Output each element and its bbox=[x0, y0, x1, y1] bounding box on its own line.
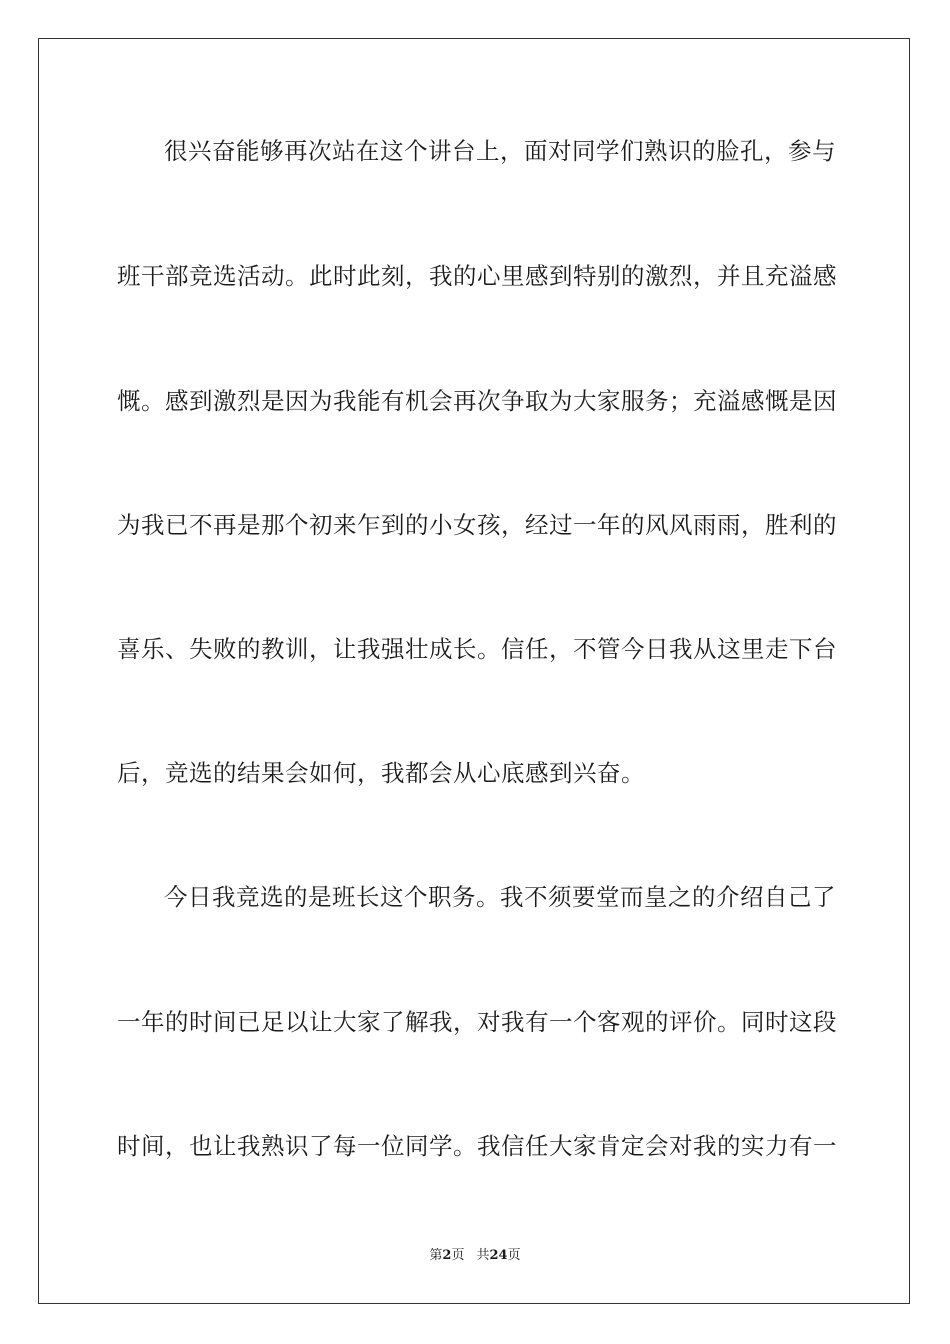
page-border bbox=[38, 38, 910, 1304]
total-label-suffix: 页 bbox=[507, 1248, 521, 1263]
page-footer bbox=[0, 1247, 950, 1265]
text-line-6: 后，竞选的结果会如何，我都会从心底感到兴奋。 bbox=[117, 759, 645, 787]
text-line-8: 一年的时间已足以让大家了解我，对我有一个客观的评价。同时这段 bbox=[117, 1008, 837, 1036]
page-label-prefix: 第 bbox=[429, 1248, 443, 1263]
text-line-4: 为我已不再是那个初来乍到的小女孩，经过一年的风风雨雨，胜利的 bbox=[117, 511, 837, 539]
total-label-prefix: 共 bbox=[476, 1248, 490, 1263]
text-line-2: 班干部竞选活动。此时此刻，我的心里感到特别的激烈，并且充溢感 bbox=[117, 262, 837, 290]
text-line-5: 喜乐、失败的教训，让我强壮成长。信任，不管今日我从这里走下台 bbox=[117, 635, 837, 663]
total-page-count: 24 bbox=[489, 1248, 508, 1263]
text-line-3: 慨。感到激烈是因为我能有机会再次争取为大家服务；充溢感慨是因 bbox=[117, 387, 837, 415]
page-label-suffix: 页 bbox=[451, 1248, 465, 1263]
current-page-number: 2 bbox=[442, 1248, 452, 1263]
text-line-9: 时间，也让我熟识了每一位同学。我信任大家肯定会对我的实力有一 bbox=[117, 1132, 837, 1160]
text-line-7: 今日我竞选的是班长这个职务。我不须要堂而皇之的介绍自己了 bbox=[164, 883, 836, 911]
text-line-1: 很兴奋能够再次站在这个讲台上，面对同学们熟识的脸孔，参与 bbox=[164, 137, 836, 165]
